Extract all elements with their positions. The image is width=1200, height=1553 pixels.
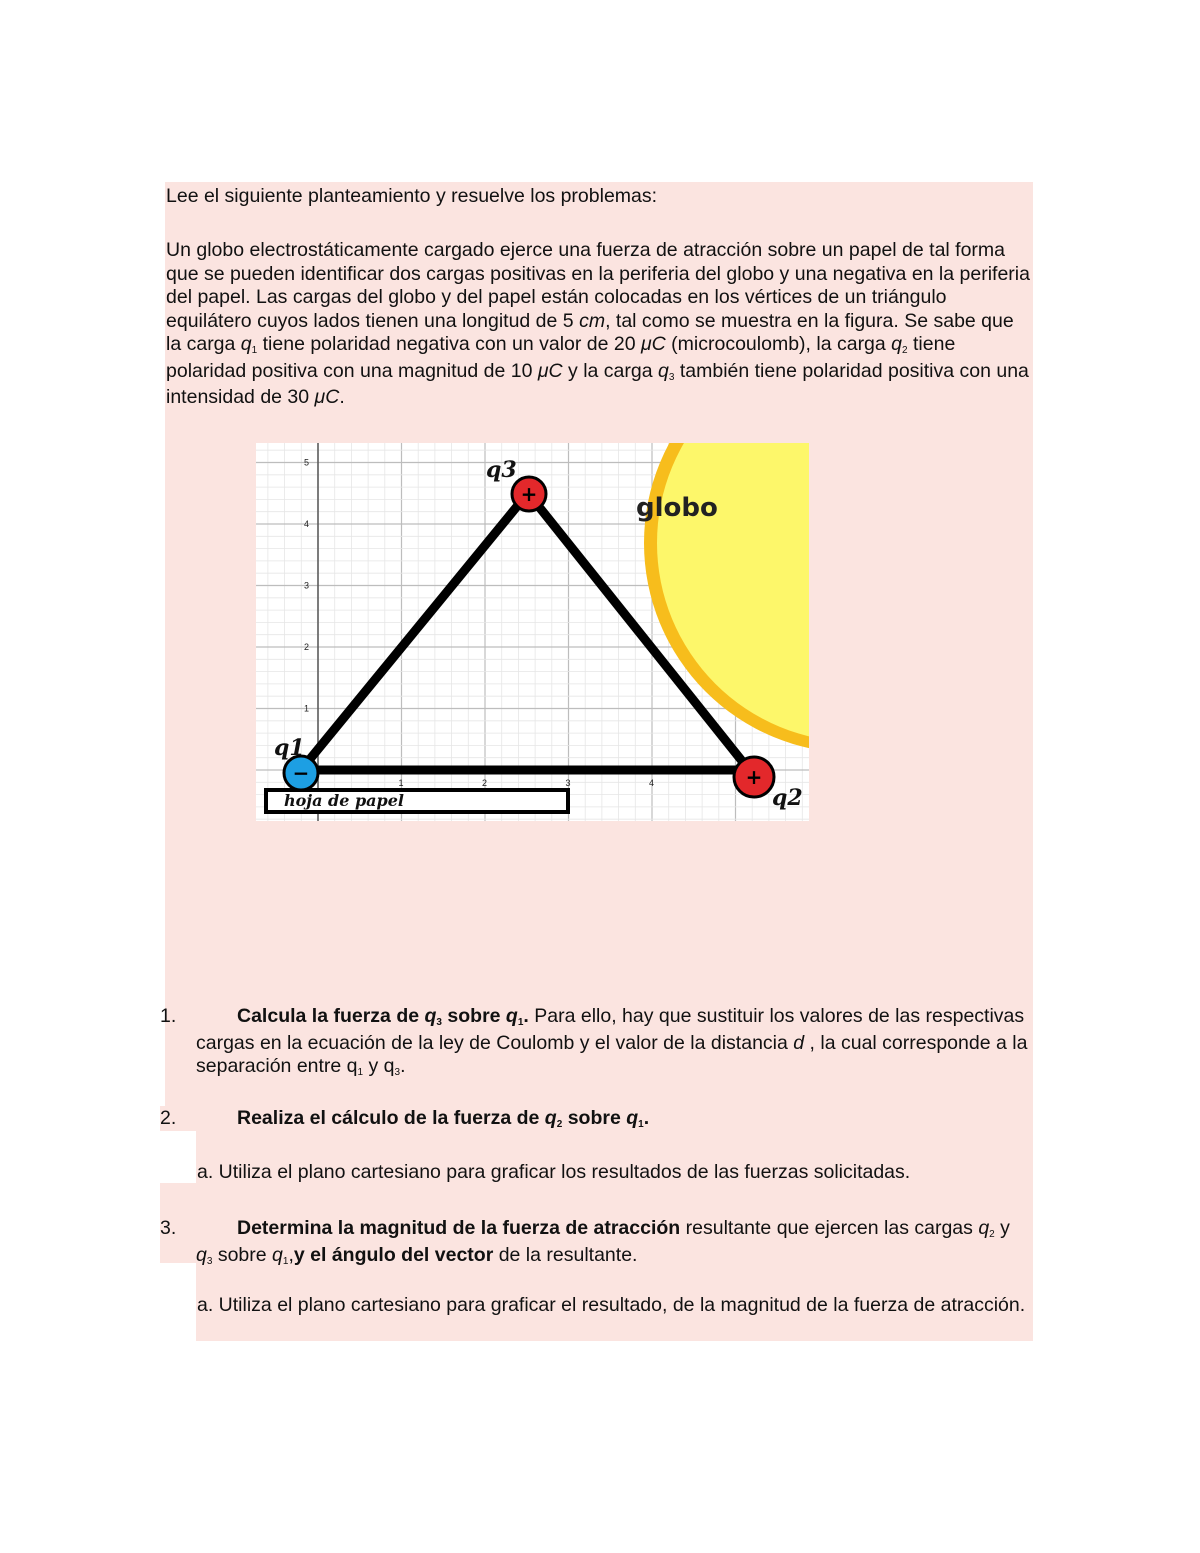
title-part: sobre <box>562 1107 627 1129</box>
label-q2: q2 <box>772 785 803 811</box>
charge-symbol: q <box>544 1107 557 1129</box>
label-q1: q1 <box>274 735 305 761</box>
title-part: . <box>643 1107 650 1129</box>
unit-uc: μC <box>314 386 340 408</box>
charge-symbol: q <box>891 333 903 355</box>
paragraph-part: . <box>339 386 345 408</box>
paragraph-part: , tal como se muestra en la figura. Se sabe que la carga <box>166 309 1014 355</box>
subscript: 3 <box>436 1017 442 1028</box>
item-1-body: , la cual corresponde a la separación entre q <box>196 1031 1028 1077</box>
paragraph-part: tiene polaridad positiva con una magnitud de 10 <box>166 333 956 382</box>
subscript: 1 <box>638 1119 644 1130</box>
subscript: 3 <box>394 1067 401 1078</box>
item-number-3: 3. <box>160 1217 177 1239</box>
item-2-text <box>237 1107 1027 1134</box>
paragraph-part: tiene polaridad negativa con un valor de 20 <box>257 333 641 355</box>
charges-figure <box>256 443 809 821</box>
distance-symbol: d <box>793 1031 805 1054</box>
paragraph-part: y la carga <box>562 359 658 382</box>
globo-label: globo <box>636 493 718 523</box>
charge-symbol: q <box>240 333 252 355</box>
label-q3: q3 <box>486 457 517 483</box>
y-tick-label: 5 <box>304 457 310 468</box>
charge-symbol: q <box>196 1243 207 1266</box>
minus-icon: − <box>292 761 310 785</box>
y-tick-label: 2 <box>304 642 310 652</box>
problem-paragraph <box>166 239 1032 410</box>
title-part: . <box>523 1005 529 1027</box>
subscript: 2 <box>902 345 908 356</box>
item-2a-text: a. Utiliza el plano cartesiano para graficar los resultados de las fuerzas solicitadas. <box>197 1161 911 1183</box>
title-part: sobre <box>441 1005 506 1027</box>
item-3-body: , <box>288 1243 294 1266</box>
paragraph-part: (microcoulomb), la carga <box>665 333 892 355</box>
paragraph-part: Un globo electrostáticamente cargado ejerce una fuerza de atracción sobre un papel de tal forma que se pueden identificar dos cargas positivas en la periferia del globo y una negativa en la periferia del papel. Las cargas del globo y del papel están colocadas en los vértices de un triángulo equilátero cuyos lados tienen una longitud de 5 <box>166 239 1030 332</box>
plus-icon: + <box>745 765 763 789</box>
charge-symbol: q <box>658 359 669 382</box>
x-tick-label: 2 <box>482 778 488 788</box>
item-1-text <box>196 1005 1030 1082</box>
charge-symbol: q <box>505 1005 518 1027</box>
unit-uc: μC <box>641 333 666 355</box>
plus-icon: + <box>520 482 538 506</box>
item-3-body: de la resultante. <box>493 1243 638 1266</box>
y-tick-label: 1 <box>304 703 310 714</box>
subscript: 2 <box>556 1119 563 1130</box>
subscript: 1 <box>357 1067 364 1078</box>
charge-symbol: q <box>978 1217 990 1239</box>
subscript: 1 <box>517 1017 524 1028</box>
subscript: 3 <box>668 371 675 383</box>
item-3a-text: a. Utiliza el plano cartesiano para graficar el resultado, de la magnitud de la fuerza de atracción. <box>197 1294 1026 1316</box>
paper-label: hoja de papel <box>284 791 404 810</box>
intro-text: Lee el siguiente planteamiento y resuelve los problemas: <box>166 185 658 207</box>
paragraph-part: también tiene polaridad positiva con una intensidad de 30 <box>166 359 1029 408</box>
item-1-title <box>237 1005 529 1027</box>
title-part: Calcula la fuerza de <box>237 1005 425 1027</box>
item-3-body: sobre <box>212 1243 273 1266</box>
item-3-title: Determina la magnitud de la fuerza de atracción <box>237 1217 681 1239</box>
item-number-2: 2. <box>160 1107 177 1129</box>
subscript: 1 <box>251 345 258 356</box>
charge-symbol: q <box>424 1005 437 1027</box>
x-tick-label: 4 <box>649 778 655 788</box>
title-part: Realiza el cálculo de la fuerza de <box>237 1107 545 1129</box>
x-tick-label: 1 <box>398 778 404 788</box>
unit-cm: cm <box>579 309 606 332</box>
unit-uc: μC <box>537 359 563 382</box>
item-3-body: y <box>994 1217 1010 1239</box>
item-3-body: resultante que ejercen las cargas <box>680 1217 979 1239</box>
subscript: 3 <box>206 1255 213 1267</box>
item-3-text <box>196 1217 1030 1270</box>
item-number-1: 1. <box>160 1005 177 1027</box>
x-tick-label: 3 <box>565 778 571 788</box>
item-1-body: . <box>400 1055 406 1077</box>
item-2-title <box>237 1107 649 1129</box>
item-3-bold: y el ángulo del vector <box>293 1243 494 1266</box>
y-tick-label: 3 <box>304 580 310 591</box>
item-1-body: Para ello, hay que sustituir los valores de las respectivas cargas en la ecuación de la ley de Coulomb y el valor de la distancia <box>196 1005 1025 1054</box>
subscript: 1 <box>282 1255 289 1267</box>
y-tick-label: 4 <box>304 519 310 529</box>
charge-symbol: q <box>272 1243 283 1266</box>
subscript: 2 <box>989 1229 995 1240</box>
item-1-body: y q <box>363 1055 395 1077</box>
charge-symbol: q <box>626 1107 639 1129</box>
